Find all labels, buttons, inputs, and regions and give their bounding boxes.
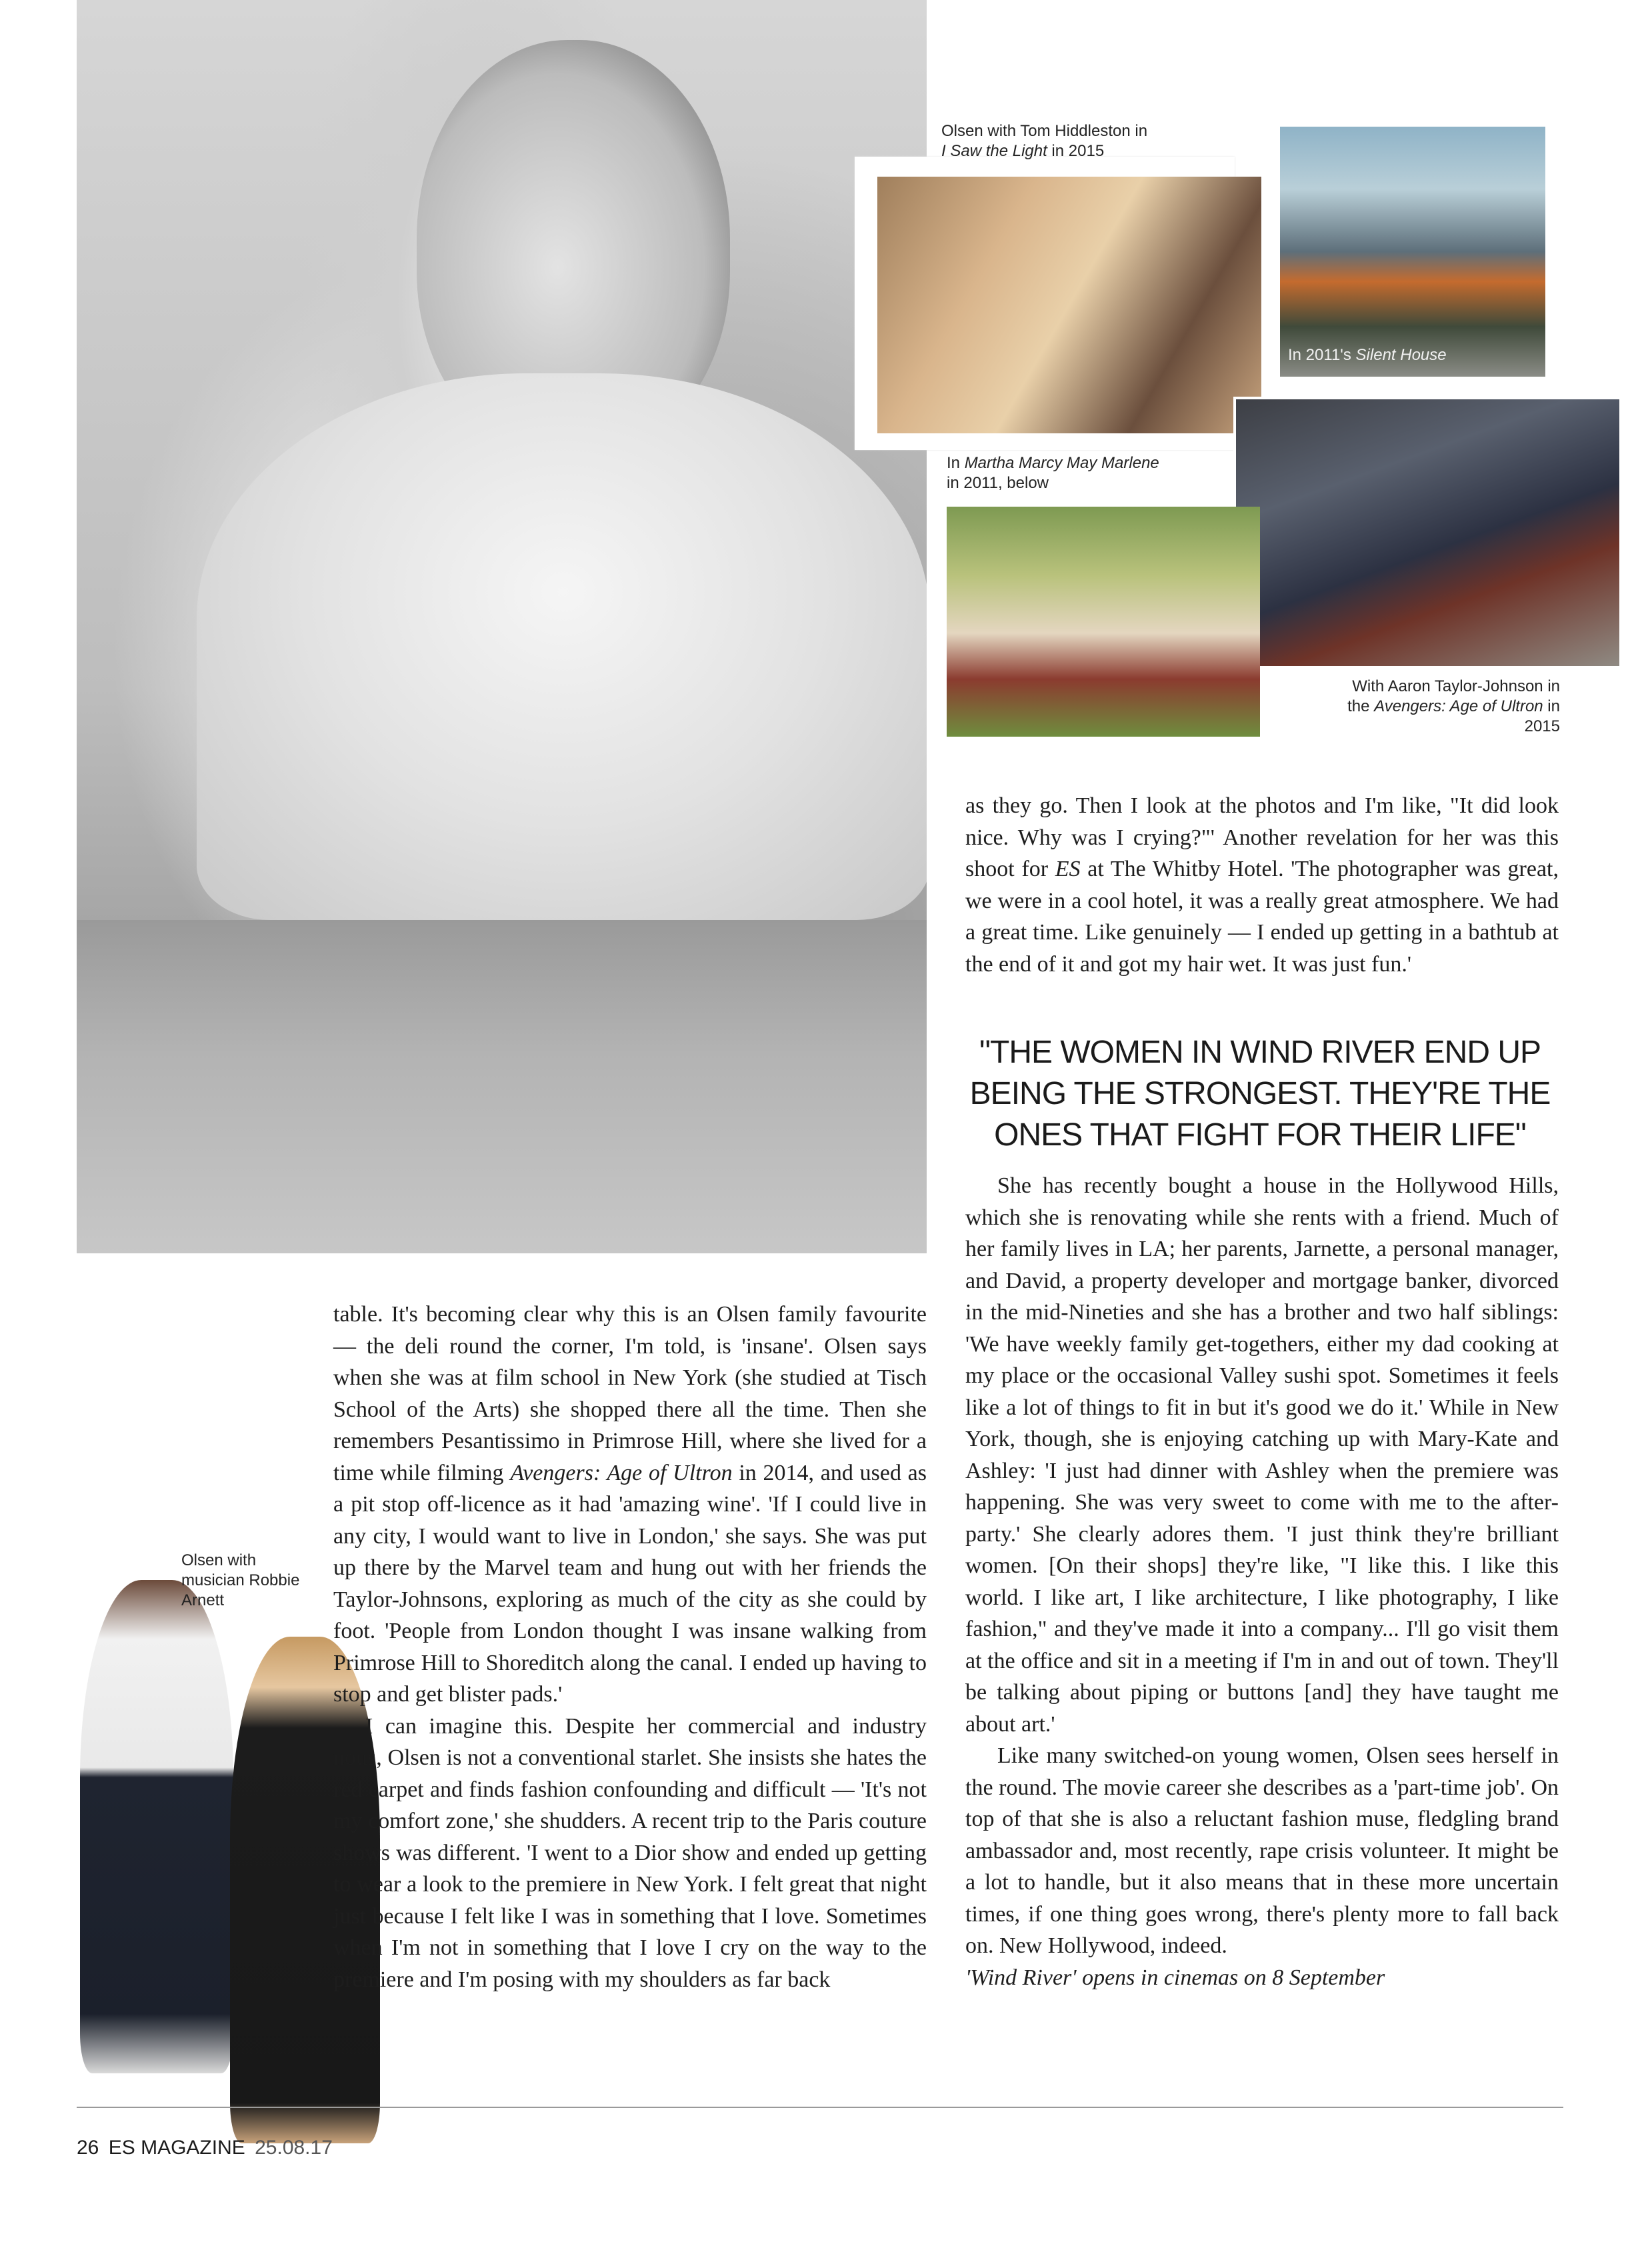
avengers-film-still xyxy=(1233,397,1622,669)
article-column-right xyxy=(965,1170,1559,2090)
avengers-caption-tail: in 2015 xyxy=(1524,697,1560,735)
silent-house-caption-title: Silent House xyxy=(1355,346,1447,364)
article-right-top-paragraph xyxy=(965,790,1559,980)
article-right-top-text-b: at The Whitby Hotel. 'The photographer was great, we were in a cool hotel, it was a really great atmosphere. We had a great time. Like genuinely — I ended up getting in a bathtub at the end of it and got my hair wet. It was just fun.' xyxy=(965,857,1559,977)
avengers-caption-pre: With Aaron Taylor-Johnson in the xyxy=(1347,677,1560,715)
hiddleston-caption xyxy=(941,121,1221,161)
silent-house-caption-pre: In 2011's xyxy=(1288,346,1356,364)
martha-caption-pre: In xyxy=(947,454,965,472)
page-footer xyxy=(77,2137,333,2159)
issue-date: 25.08.17 xyxy=(255,2137,333,2159)
pull-quote: "THE WOMEN IN WIND RIVER END UP BEING THE STRONGEST. THEY'RE THE ONES THAT FIGHT FOR THEIR LIFE" xyxy=(969,1035,1551,1153)
article-right-top-text-a: as they go. Then I look at the photos and I'm like, "It did look nice. Why was I crying?"' Another revelation for her was this shoot for xyxy=(965,793,1559,881)
silent-house-caption xyxy=(1288,345,1528,365)
footer-rule xyxy=(77,2107,1563,2108)
film-release-credit: 'Wind River' opens in cinemas on 8 September xyxy=(965,1965,1385,1990)
article-left-p1-text-a: table. It's becoming clear why this is an Olsen family favourite — the deli round the corner, I'm told, is 'insane'. Olsen says when she was at film school in New York (she studied at Tisch School of the Arts) she shopped there all the time. Then she remembers Pesantissimo in Primrose Hill, where she lived for a time while filming xyxy=(333,1302,927,1485)
article-left-p1-title: Avengers: Age of Ultron xyxy=(510,1460,733,1485)
magazine-name: ES MAGAZINE xyxy=(108,2137,245,2159)
page-number: 26 xyxy=(77,2137,99,2159)
hiddleston-caption-line1: Olsen with Tom Hiddleston in xyxy=(941,122,1148,140)
martha-caption xyxy=(947,453,1167,493)
martha-marcy-film-still xyxy=(947,507,1260,737)
avengers-caption xyxy=(1340,677,1560,737)
article-right-top-es: ES xyxy=(1055,857,1081,881)
article-left-paragraph-2: I can imagine this. Despite her commercial and industry nous, Olsen is not a conventional starlet. She insists she hates the red carpet and finds fashion confounding and difficult — 'It's not my comfort zone,' she shudders. A recent trip to the Paris couture shows was different. 'I went to a Dior show and ended up getting to wear a look to the premiere in New York. I felt great that night just because I felt like I was in something that I love. Sometimes when I'm not in something that I love I cry on the way to the premiere and I'm posing with my shoulders as far back xyxy=(333,1713,927,1992)
hiddleston-caption-title: I Saw the Light xyxy=(941,142,1047,160)
silent-house-film-still xyxy=(1280,127,1545,377)
main-portrait-photo xyxy=(77,0,927,1253)
martha-caption-tail: in 2011, below xyxy=(947,474,1049,492)
article-left-paragraph-1 xyxy=(333,1299,927,1711)
portrait-robe-shape xyxy=(197,373,927,920)
hiddleston-film-still xyxy=(877,177,1261,433)
arnett-caption: Olsen with musician Robbie Arnett xyxy=(181,1551,300,1609)
martha-caption-title: Martha Marcy May Marlene xyxy=(964,454,1159,472)
arnett-cutout-photo xyxy=(80,1580,233,2073)
article-left-p1-text-b: in 2014, and used as a pit stop off-licence as it had 'amazing wine'. 'If I could live in any city, I would want to live in London,' she says. She was put up there by the Marvel team and hung out with her friends the Taylor-Johnsons, exploring as much of the city as she could by foot. 'People from London thought I was insane walking from Primrose Hill to Shoreditch along the canal. I ended up having to stop and get blister pads.' xyxy=(333,1460,927,1707)
portrait-table-shape xyxy=(77,920,927,1253)
article-right-paragraph-1: She has recently bought a house in the Hollywood Hills, which she is renovating while she rents with a friend. Much of her family lives in LA; her parents, Jarnette, a personal manager, and David, a property developer and mortgage banker, divorced in the mid-Nineties and she has a brother and two half siblings: 'We have weekly family get-togethers, either my dad cooking at my place or the occasional Valley sushi spot. Sometimes it feels like a lot of things to fit in but it's good we do it.' While in New York, though, she is enjoying catching up with Mary-Kate and Ashley: 'I just had dinner with Ashley when the premiere was happening. She was very sweet to come with me to the after-party.' She clearly adores them. 'I just think they're brilliant women. [On their shops] they're like, "I like this. I like this world. I like art, I like architecture, I like photography, I like fashion," and they've made it into a company... I'll go visit them at the office and sit in a meeting if I'm in and out of town. They'll be talking about piping or buttons [and] they have taught me about art.' xyxy=(965,1173,1559,1737)
article-column-right-top xyxy=(965,790,1559,1017)
article-right-paragraph-2: Like many switched-on young women, Olsen sees herself in the round. The movie career she describes as a 'part-time job'. On top of that she is also a reluctant fashion muse, fledgling brand ambassador and, most recently, rape crisis volunteer. It might be a lot to handle, but it also means that in these more uncertain times, if one thing goes wrong, there's plenty more to fall back on. New Hollywood, indeed. xyxy=(965,1743,1559,1958)
avengers-caption-title: Avengers: Age of Ultron xyxy=(1374,697,1543,715)
article-column-left xyxy=(333,1299,927,2072)
hiddleston-caption-tail: in 2015 xyxy=(1047,142,1105,160)
